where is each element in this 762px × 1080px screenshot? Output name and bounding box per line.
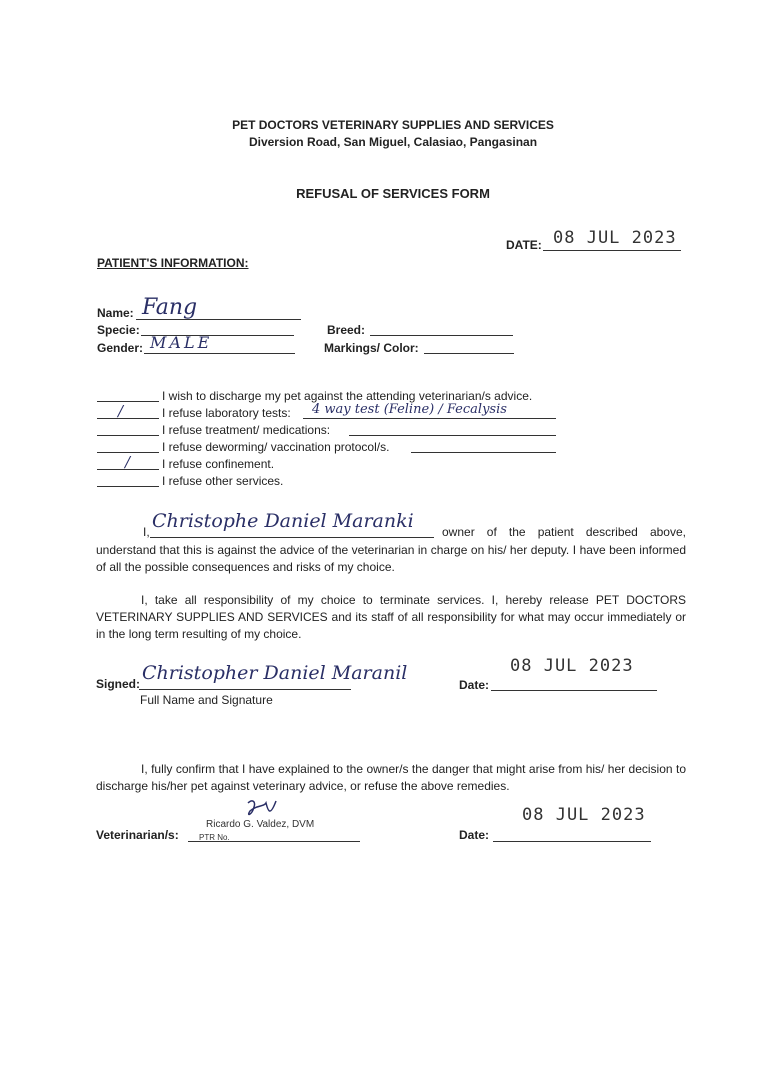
signature-line [139, 689, 351, 690]
gender-value: MALE [150, 333, 213, 352]
vet-date-line [493, 841, 651, 842]
owner-signature: Christopher Daniel Maranil [142, 662, 408, 684]
date-label: DATE: [506, 238, 542, 252]
markings-label: Markings/ Color: [324, 341, 419, 355]
option-label: I refuse treatment/ medications: [162, 423, 331, 437]
signature-date-value: 08 JUL 2023 [510, 656, 634, 676]
option-detail-value: 4 way test (Feline) / Fecalysis [312, 402, 507, 417]
option-label: I refuse deworming/ vaccination protocol/s. [162, 440, 390, 454]
option-check-line [97, 418, 159, 419]
owner-prefix: I, [143, 525, 150, 539]
gender-label: Gender: [97, 341, 144, 355]
option-label: I refuse laboratory tests: [162, 406, 291, 420]
option-check-line [97, 486, 159, 487]
ptr-label: PTR No. [199, 833, 230, 842]
option-label: I refuse other services. [162, 474, 284, 488]
name-label: Name: [97, 306, 134, 320]
vet-signature-line [188, 841, 360, 842]
veterinarian-label: Veterinarian/s: [96, 828, 179, 842]
patient-info-heading: PATIENT'S INFORMATION: [97, 256, 249, 270]
vet-name-stamp: Ricardo G. Valdez, DVM [206, 819, 315, 830]
form-title: REFUSAL OF SERVICES FORM [296, 186, 490, 201]
option-label: I wish to discharge my pet against the attending veterinarian/s advice. [162, 389, 533, 403]
signature-date-line [491, 690, 657, 691]
date-line [543, 250, 681, 251]
signature-caption: Full Name and Signature [140, 693, 273, 707]
gender-line [144, 353, 295, 354]
option-detail-line [349, 435, 556, 436]
owner-statement-body: understand that this is against the advice of the veterinarian in charge on his/ her deputy. I have been informed of all the possible consequences and risks of my choice. [96, 543, 686, 574]
check-mark-icon: / [125, 453, 131, 471]
option-detail-line [303, 418, 556, 419]
signed-label: Signed: [96, 677, 140, 691]
check-mark-icon: / [118, 402, 124, 420]
release-statement: I, take all responsibility of my choice to terminate services. I, hereby release PET DOCTORS VETERINARY SUPPLIES AND SERVICES and its staff of all responsibility for what may occur immediately or in the long term resulting of my choice. [96, 593, 686, 641]
date-value: 08 JUL 2023 [553, 228, 677, 248]
owner-statement-line1: owner of the patient described above, [442, 525, 686, 539]
option-label: I refuse confinement. [162, 457, 275, 471]
company-address: Diversion Road, San Miguel, Calasiao, Pangasinan [248, 135, 538, 149]
specie-label: Specie: [97, 323, 140, 337]
option-check-line [97, 435, 159, 436]
breed-line [370, 335, 513, 336]
vet-statement: I, fully confirm that I have explained to the owner/s the danger that might arise from his/ her decision to discharge his/her pet against veterinary advice, or refuse the above remedies. [96, 762, 686, 793]
vet-date-label: Date: [459, 828, 490, 842]
signature-date-label: Date: [459, 678, 490, 692]
option-check-line [97, 401, 159, 402]
owner-name-line [150, 537, 434, 538]
name-value: Fang [142, 295, 198, 320]
vet-date-value: 08 JUL 2023 [522, 805, 646, 825]
option-detail-line [411, 452, 556, 453]
markings-line [424, 353, 514, 354]
company-name: PET DOCTORS VETERINARY SUPPLIES AND SERVICES [232, 118, 554, 132]
owner-name-handwritten: Christophe Daniel Maranki [152, 510, 414, 532]
breed-label: Breed: [327, 323, 366, 337]
